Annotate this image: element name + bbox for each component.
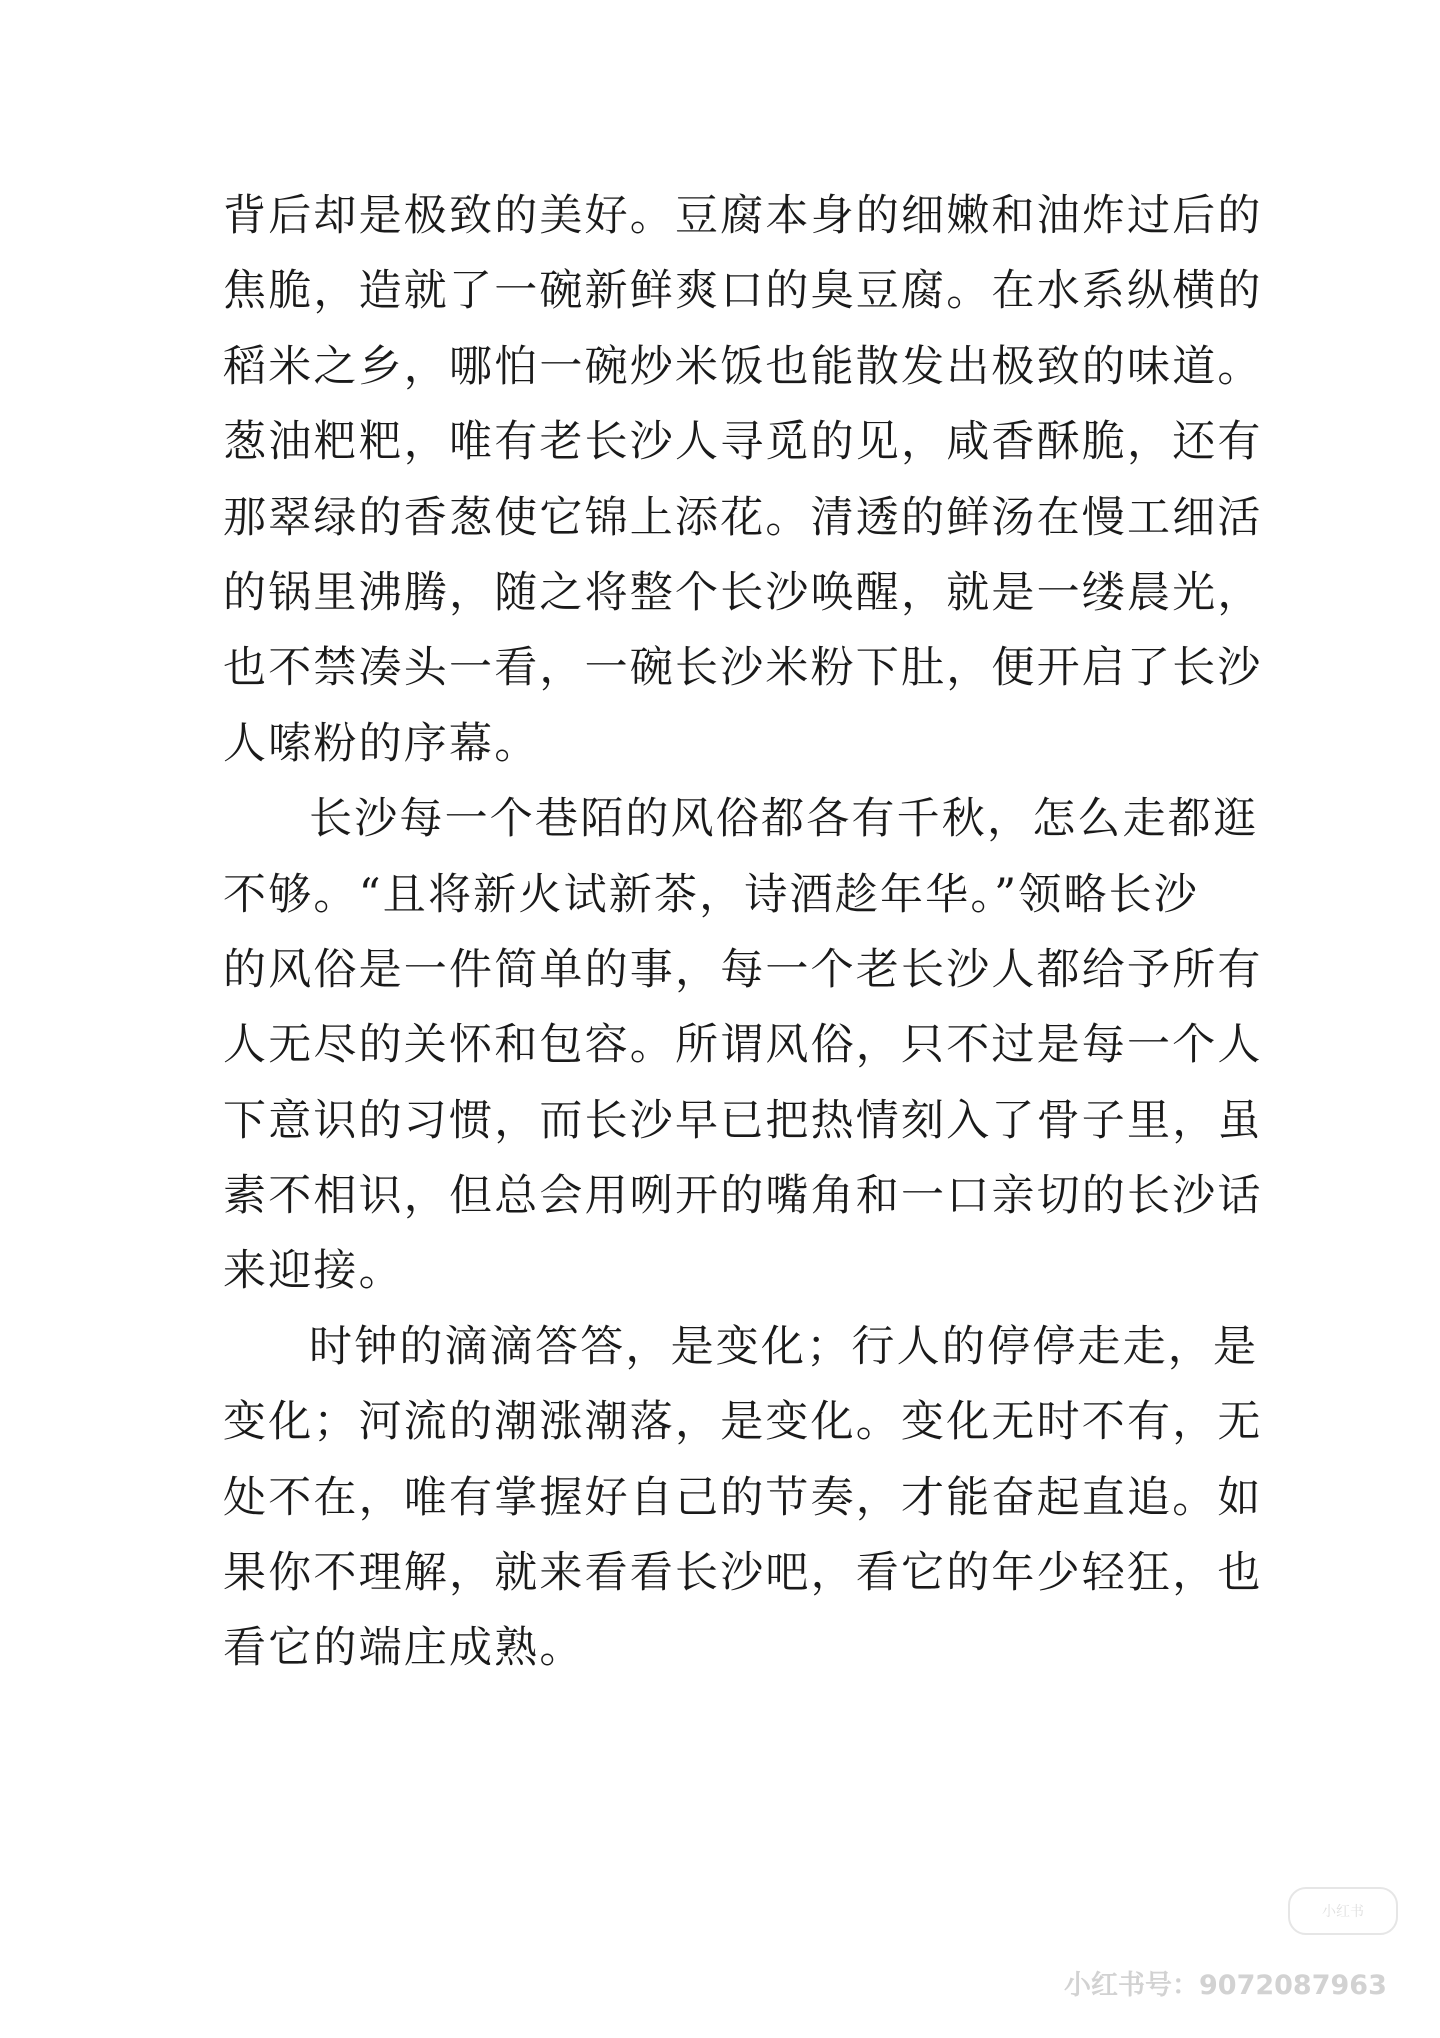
text-line: 那翠绿的香葱使它锦上添花。清透的鲜汤在慢工细活 [223,492,1263,543]
text-line: 来迎接。 [223,1246,404,1297]
body-text [223,179,1263,1687]
text-line: 素不相识，但总会用咧开的嘴角和一口亲切的长沙话 [223,1171,1263,1222]
text-line: 背后却是极致的美好。豆腐本身的细嫩和油炸过后的 [223,191,1263,241]
text-line: 果你不理解，就来看看长沙吧，看它的年少轻狂，也 [223,1548,1263,1599]
text-line: 处不在，唯有掌握好自己的节奏，才能奋起直追。如 [223,1472,1263,1523]
text-line: 的风俗是一件简单的事，每一个老长沙人都给予所有 [223,944,1263,995]
text-line: 的锅里沸腾，随之将整个长沙唤醒，就是一缕晨光， [223,567,1263,618]
text-line: 时钟的滴滴答答，是变化；行人的停停走走，是 [309,1321,1259,1372]
watermark-id: 小红书号：9072087963 [1064,1970,1387,2001]
text-line: 变化；河流的潮涨潮落，是变化。变化无时不有，无 [223,1397,1263,1448]
watermark-logo: 小红书 [1288,1887,1398,1935]
text-line: 人无尽的关怀和包容。所谓风俗，只不过是每一个人 [223,1020,1263,1071]
text-line: 也不禁凑头一看，一碗长沙米粉下肚，便开启了长沙 [223,643,1263,694]
text-line: 人嗦粉的序幕。 [223,718,540,769]
text-line: 焦脆，造就了一碗新鲜爽口的臭豆腐。在水系纵横的 [223,266,1263,317]
text-line: 看它的端庄成熟。 [223,1623,585,1674]
text-line: 稻米之乡，哪怕一碗炒米饭也能散发出极致的味道。 [223,341,1263,392]
text-line: 不够。“且将新火试新茶，诗酒趁年华。”领略长沙 [223,869,1200,920]
text-line: 长沙每一个巷陌的风俗都各有千秋，怎么走都逛 [309,794,1259,845]
text-line: 葱油粑粑，唯有老长沙人寻觅的见，咸香酥脆，还有 [223,417,1263,468]
text-line: 下意识的习惯，而长沙早已把热情刻入了骨子里，虽 [223,1095,1263,1146]
